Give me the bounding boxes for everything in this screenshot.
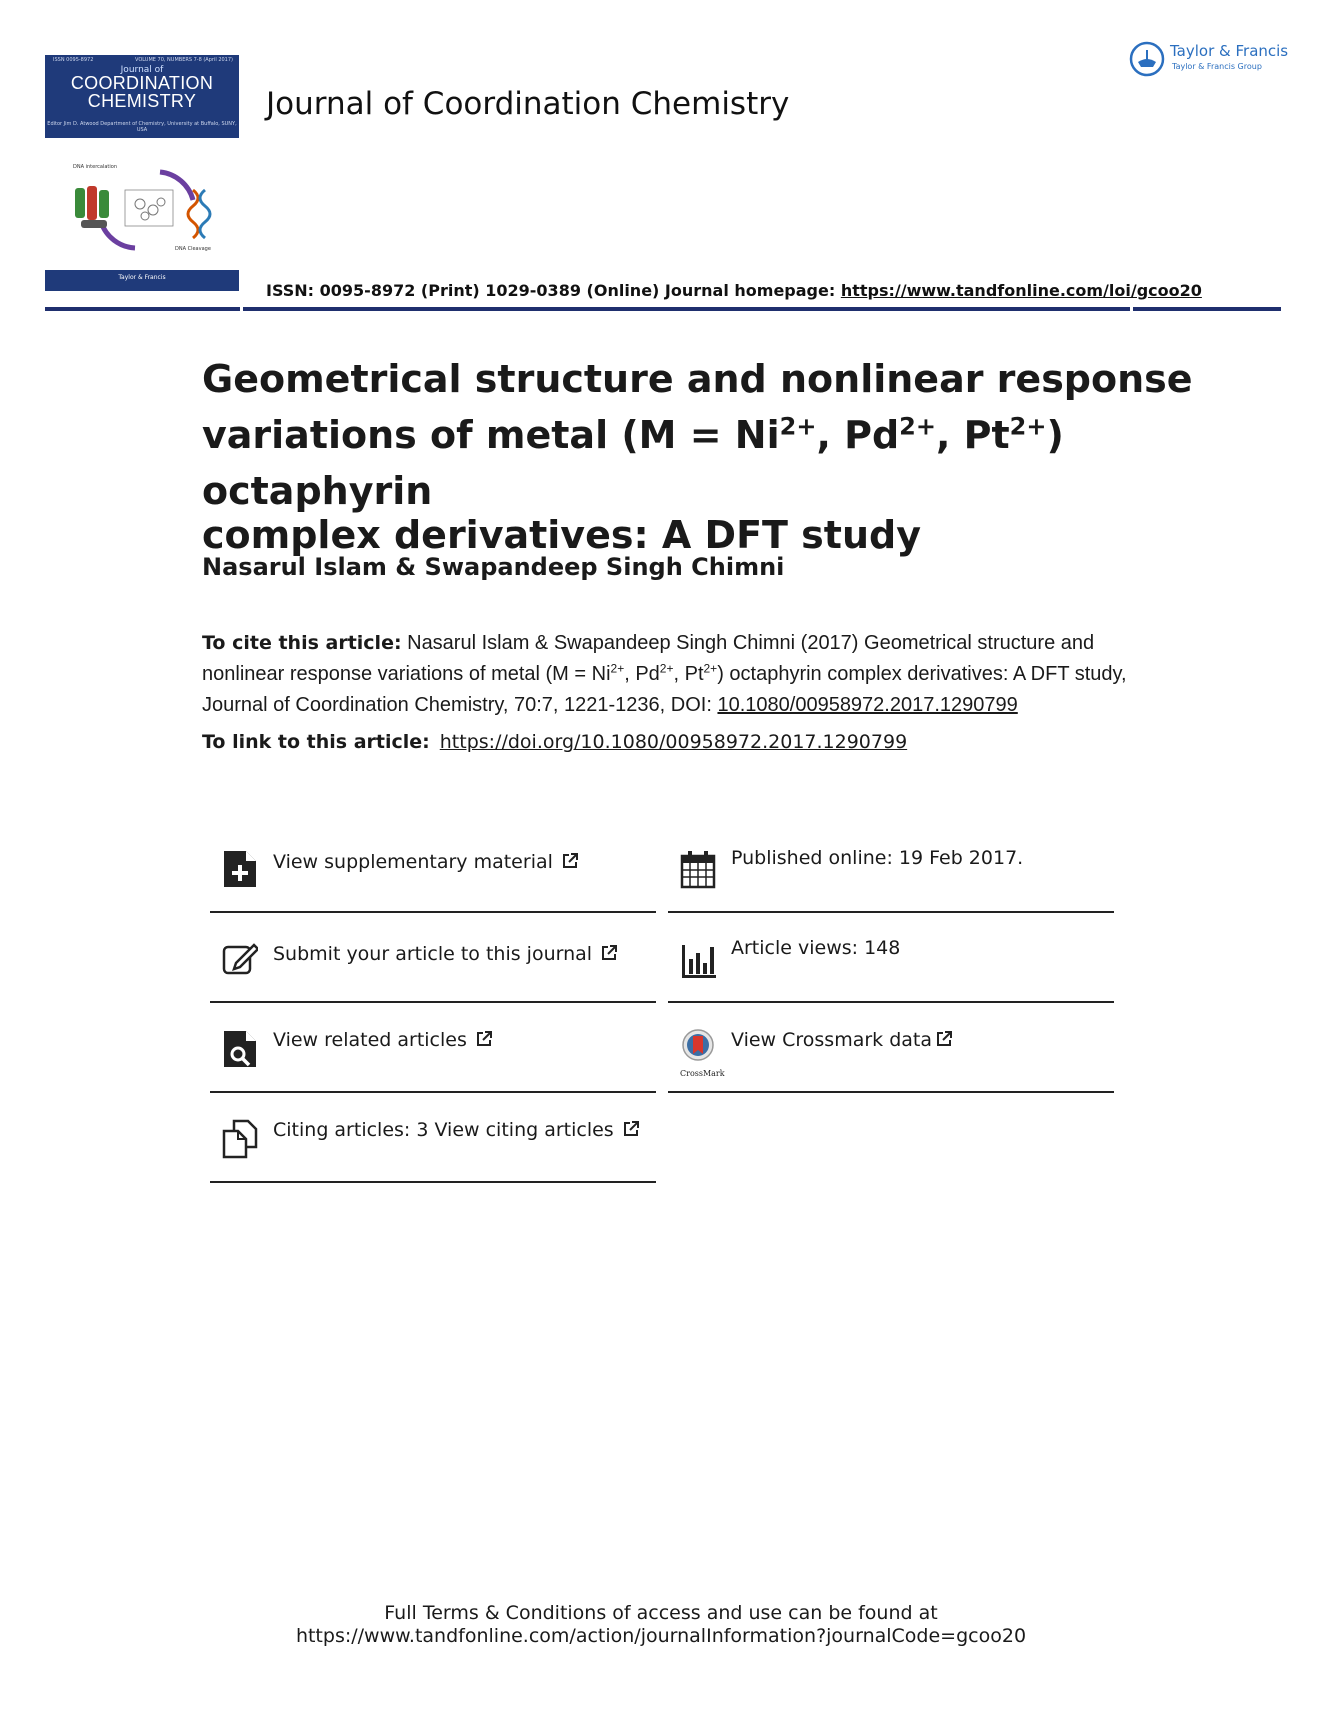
- published-online-cell: [668, 823, 1114, 913]
- article-views-cell: [668, 913, 1114, 1003]
- edit-icon: [222, 939, 258, 979]
- crossmark-caption: CrossMark: [680, 1069, 725, 1078]
- citing-articles-cell[interactable]: [210, 1093, 656, 1183]
- external-link-icon: [475, 1030, 493, 1048]
- related-articles-cell[interactable]: [210, 1003, 656, 1093]
- publisher-group: Taylor & Francis Group: [1172, 62, 1262, 71]
- calendar-icon: [680, 849, 716, 889]
- citation-block: To cite this article: Nasarul Islam & Swapandeep Singh Chimni (2017) Geometrical structure and nonlinear response variations of metal ($M = Ni^{2+}$, $Pd^{2+}$, $Pt^{2+}$) octaphyrin complex derivatives: A DFT study, Journal of Coordination Chemistry, 70:7, 1221-1236, DOI: 10.1080/00958972.2017.1290799: [202, 632, 1127, 716]
- supplementary-material-cell[interactable]: [210, 823, 656, 913]
- external-link-icon: [600, 944, 618, 962]
- article-link-row: [202, 731, 907, 753]
- issn-text: ISSN: 0095-8972 (Print) 1029-0389 (Online) Journal homepage:: [266, 281, 841, 300]
- cover-title-line1: COORDINATION: [70, 73, 214, 93]
- published-online-text: Published online: 19 Feb 2017.: [731, 847, 1024, 869]
- cell-divider: [668, 1091, 1114, 1093]
- taylor-francis-logo-icon: [1128, 40, 1166, 78]
- article-views-text: Article views: 148: [731, 937, 901, 959]
- link-label: To link to this article:: [202, 731, 430, 753]
- title-line-1: Geometrical structure and nonlinear response: [202, 357, 1193, 401]
- bar-chart-icon: [680, 939, 716, 979]
- cover-artwork: [65, 160, 225, 260]
- cover-journal-of: Journal of: [120, 65, 164, 75]
- cover-title-line2: CHEMISTRY: [87, 91, 197, 111]
- crossmark-cell[interactable]: [668, 1003, 1114, 1093]
- cover-publisher: Taylor & Francis: [118, 274, 166, 281]
- issn-line: [266, 281, 1202, 300]
- citation-label: To cite this article:: [202, 632, 402, 654]
- submit-article-link[interactable]: Submit your article to this journal: [273, 943, 618, 965]
- citing-articles-link[interactable]: Citing articles: 3 View citing articles: [273, 1119, 640, 1141]
- article-title: [202, 351, 1202, 563]
- header-rule: [45, 307, 1281, 311]
- document-plus-icon: [222, 849, 258, 889]
- citation-doi-link[interactable]: 10.1080/00958972.2017.1290799: [717, 694, 1018, 716]
- journal-name: Journal of Coordination Chemistry: [266, 86, 790, 122]
- related-articles-link[interactable]: View related articles: [273, 1029, 493, 1051]
- title-line-2: variations of metal ($M = Ni^{2+}$, $Pd^{2+}$, $Pt^{2+}$) octaphyrin: [202, 412, 1064, 513]
- title-line-3: complex derivatives: A DFT study: [202, 513, 921, 557]
- cover-issn: ISSN 0095-8972: [53, 57, 94, 63]
- cover-volume: VOLUME 70, NUMBERS 7-8 (April 2017): [134, 57, 233, 63]
- submit-article-cell[interactable]: [210, 913, 656, 1003]
- footer-terms-url[interactable]: https://www.tandfonline.com/action/journalInformation?journalCode=gcoo20: [295, 1625, 1027, 1647]
- cell-divider: [210, 1181, 656, 1183]
- cover-art-label-bottom: DNA Cleavage: [175, 246, 211, 252]
- external-link-icon: [622, 1120, 640, 1138]
- copy-documents-icon: [222, 1119, 258, 1159]
- journal-cover: [45, 55, 239, 293]
- crossmark-link[interactable]: View Crossmark data: [731, 1029, 953, 1051]
- journal-homepage-link[interactable]: https://www.tandfonline.com/loi/gcoo20: [840, 281, 1202, 300]
- publisher-name: Taylor & Francis: [1170, 42, 1289, 60]
- crossmark-icon: [680, 1029, 716, 1069]
- cover-art-label-top: DNA intercalation: [73, 164, 117, 170]
- header-rule-gap: [1130, 306, 1133, 312]
- external-link-icon: [935, 1030, 953, 1048]
- document-search-icon: [222, 1029, 258, 1069]
- external-link-icon: [561, 852, 579, 870]
- header-rule-gap: [240, 306, 243, 312]
- footer-terms: Full Terms & Conditions of access and use can be found at: [384, 1602, 938, 1624]
- article-authors: Nasarul Islam & Swapandeep Singh Chimni: [202, 553, 785, 581]
- article-doi-link[interactable]: https://doi.org/10.1080/00958972.2017.1290799: [439, 731, 908, 753]
- cover-editor: Editor Jim D. Atwood Department of Chemistry, University at Buffalo, SUNY, USA: [47, 121, 237, 133]
- supplementary-material-link[interactable]: View supplementary material: [273, 851, 579, 873]
